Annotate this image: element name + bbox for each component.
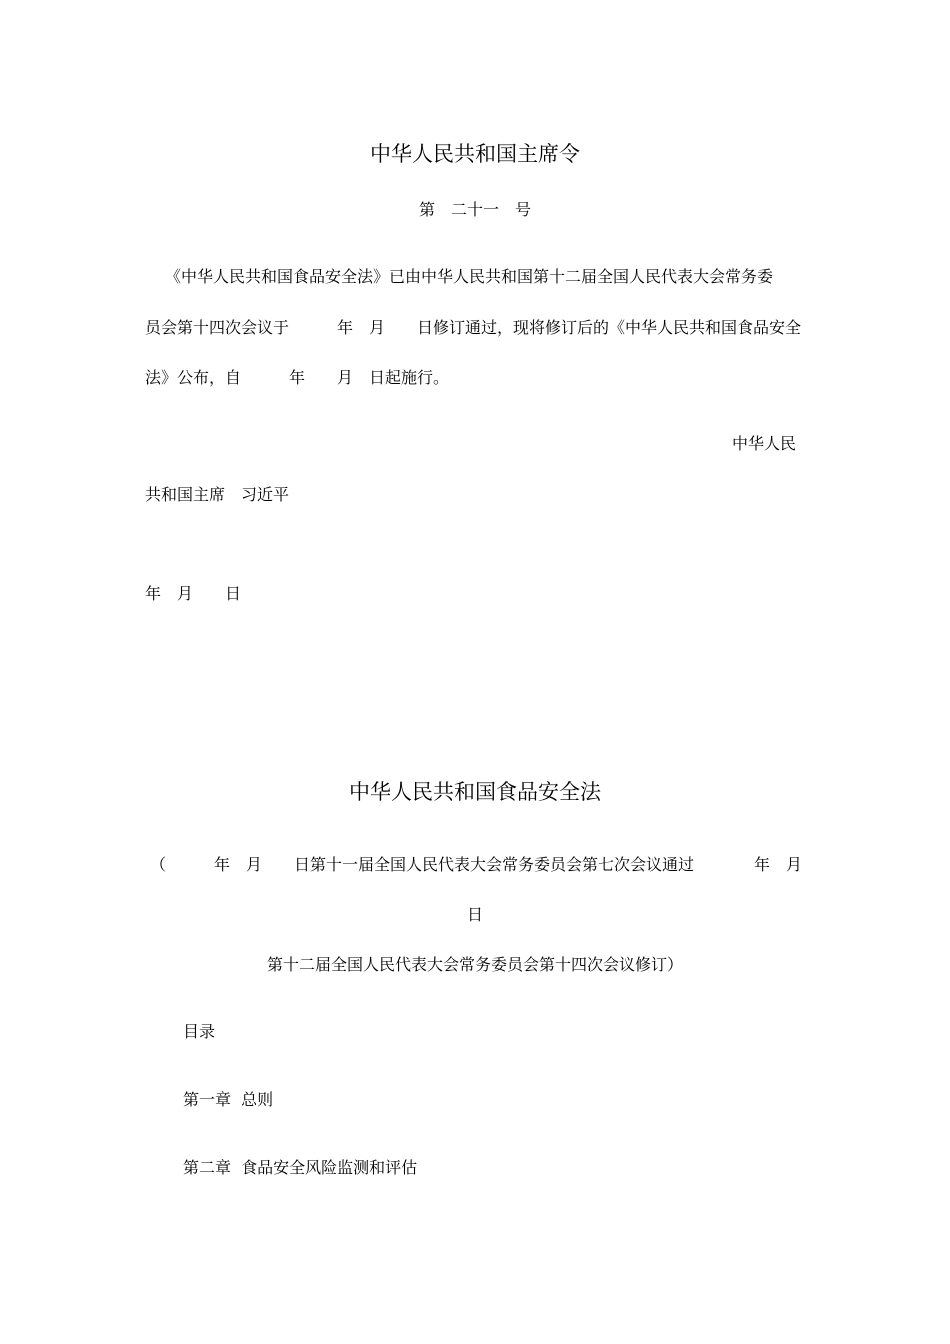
law-history-line-3: 第十二届全国人民代表大会常务委员会第十四次会议修订） (266, 955, 683, 974)
law-history-line-1-left: （ 年 月 日第十一届全国人民代表大会常务委员会第七次会议通过 (150, 855, 695, 874)
law-history-line-1-right: 年 月 (753, 855, 802, 874)
toc-item: 第一章 总则 (183, 1090, 274, 1109)
law-history-line-1 (150, 855, 802, 875)
decree-paragraph-line-3: 法》公布，自 年 月 日起施行。 (145, 368, 450, 387)
toc-heading: 目录 (183, 1022, 216, 1041)
decree-date: 年 月 日 (145, 584, 242, 603)
toc-item: 第二章 食品安全风险监测和评估 (183, 1158, 418, 1177)
decree-paragraph-line-1: 《中华人民共和国食品安全法》已由中华人民共和国第十二届全国人民代表大会常务委 (165, 267, 774, 286)
decree-number: 第 二十一 号 (418, 200, 531, 219)
law-title: 中华人民共和国食品安全法 (349, 780, 601, 804)
law-history-line-2: 日 (466, 905, 483, 924)
decree-signature-line-1: 中华人民 (732, 434, 797, 453)
decree-signature-line-2: 共和国主席 习近平 (145, 485, 290, 504)
decree-paragraph-line-2: 员会第十四次会议于 年 月 日修订通过，现将修订后的《中华人民共和国食品安全 (145, 318, 802, 337)
decree-title: 中华人民共和国主席令 (370, 142, 580, 166)
